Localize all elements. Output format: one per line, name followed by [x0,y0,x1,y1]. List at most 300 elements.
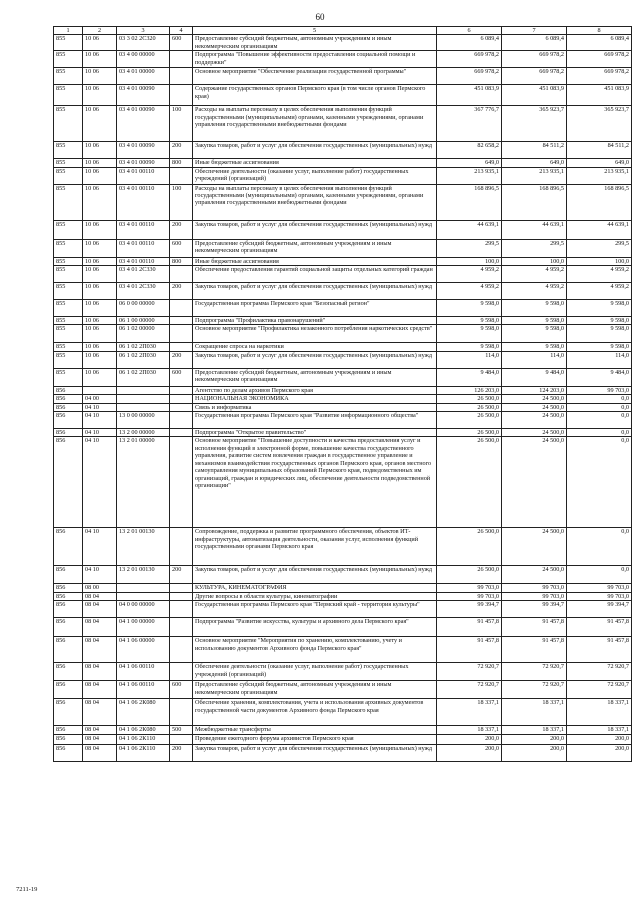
table-row [54,412,632,429]
amount-year2-cell: 9 598,0 [502,317,567,325]
target-code-cell: 03 4 01 00090 [117,142,170,159]
amount-year1-cell: 213 935,1 [437,167,502,184]
item-name-cell: Подпрограмма "Повышение эффективности предоставления социальной помощи и поддержки" [193,51,437,68]
table-row [54,734,632,744]
amount-year1-cell: 26 500,0 [437,412,502,429]
amount-year2-cell: 24 500,0 [502,429,567,437]
table-row [54,584,632,592]
amount-year3-cell: 9 484,0 [567,368,632,386]
expense-type-cell [170,317,193,325]
expense-type-cell: 200 [170,744,193,761]
amount-year1-cell: 44 639,1 [437,220,502,239]
item-name-cell: Государственная программа Пермского края "Пермский край - территория культуры" [193,601,437,618]
amount-year3-cell: 669 978,2 [567,51,632,68]
target-code-cell: 03 4 01 00110 [117,220,170,239]
amount-year2-cell: 44 639,1 [502,220,567,239]
item-name-cell: Иные бюджетные ассигнования [193,159,437,167]
table-row [54,343,632,351]
table-row [54,159,632,167]
amount-year2-cell: 24 500,0 [502,437,567,528]
amount-year3-cell: 0,0 [567,403,632,411]
amount-year2-cell: 99 703,0 [502,592,567,600]
amount-year2-cell: 99 394,7 [502,601,567,618]
admin-code-cell: 856 [54,618,83,637]
expense-type-cell: 600 [170,239,193,257]
table-row [54,437,632,528]
amount-year1-cell: 99 703,0 [437,584,502,592]
section-code-cell: 10 06 [83,351,117,368]
section-code-cell: 04 10 [83,412,117,429]
admin-code-cell: 856 [54,744,83,761]
item-name-cell: Проведение ежегодного форума архивистов Пермского края [193,734,437,744]
target-code-cell: 04 1 06 2К080 [117,726,170,734]
target-code-cell: 03 4 01 00110 [117,167,170,184]
admin-code-cell: 855 [54,283,83,300]
amount-year1-cell: 26 500,0 [437,437,502,528]
target-code-cell: 03 4 01 00090 [117,159,170,167]
table-row [54,51,632,68]
item-name-cell: Обеспечение хранения, комплектования, учета и использования архивных документов государственной части документов Архивного фонда Пермского края [193,699,437,726]
amount-year3-cell: 365 923,7 [567,106,632,142]
section-code-cell: 10 06 [83,159,117,167]
section-code-cell: 08 04 [83,734,117,744]
table-row [54,142,632,159]
amount-year3-cell: 649,0 [567,159,632,167]
target-code-cell: 04 1 06 2К080 [117,699,170,726]
expense-type-cell [170,386,193,394]
section-code-cell: 10 06 [83,106,117,142]
amount-year2-cell: 200,0 [502,744,567,761]
admin-code-cell: 856 [54,663,83,681]
amount-year2-cell: 299,5 [502,239,567,257]
column-header: 6 [437,27,502,35]
table-row [54,618,632,637]
amount-year3-cell: 0,0 [567,395,632,403]
amount-year2-cell: 9 598,0 [502,300,567,317]
expense-type-cell [170,300,193,317]
item-name-cell: КУЛЬТУРА, КИНЕМАТОГРАФИЯ [193,584,437,592]
amount-year3-cell: 18 337,1 [567,699,632,726]
amount-year1-cell: 649,0 [437,159,502,167]
target-code-cell: 06 0 00 00000 [117,300,170,317]
amount-year1-cell: 299,5 [437,239,502,257]
amount-year3-cell: 9 598,0 [567,325,632,343]
section-code-cell: 10 06 [83,184,117,220]
expense-type-cell [170,663,193,681]
target-code-cell: 13 0 00 00000 [117,412,170,429]
section-code-cell: 04 10 [83,437,117,528]
target-code-cell: 13 2 01 00000 [117,437,170,528]
amount-year2-cell: 669 978,2 [502,51,567,68]
item-name-cell: Связь и информатика [193,403,437,411]
item-name-cell: Основное мероприятие "Мероприятия по хранению, комплектованию, учету и использованию документов Архивного фонда Пермского края" [193,637,437,663]
section-code-cell: 10 06 [83,343,117,351]
section-code-cell: 08 00 [83,584,117,592]
amount-year3-cell: 84 511,2 [567,142,632,159]
amount-year2-cell: 168 896,5 [502,184,567,220]
admin-code-cell: 855 [54,343,83,351]
table-row [54,566,632,584]
column-header: 5 [193,27,437,35]
amount-year1-cell: 114,0 [437,351,502,368]
expense-type-cell: 600 [170,368,193,386]
section-code-cell: 08 04 [83,726,117,734]
expense-type-cell: 200 [170,283,193,300]
target-code-cell: 06 1 02 2П030 [117,343,170,351]
amount-year1-cell: 72 920,7 [437,681,502,699]
column-header: 7 [502,27,567,35]
amount-year1-cell: 6 089,4 [437,35,502,51]
amount-year2-cell: 9 598,0 [502,325,567,343]
admin-code-cell: 855 [54,35,83,51]
target-code-cell: 04 1 06 00110 [117,681,170,699]
target-code-cell [117,584,170,592]
item-name-cell: Расходы на выплаты персоналу в целях обеспечения выполнения функций государственными (муниципальными) органами, казенными учреждениями, органами управления государственными внебюджетными фондами [193,106,437,142]
target-code-cell: 06 1 02 2П030 [117,351,170,368]
expense-type-cell [170,403,193,411]
admin-code-cell: 855 [54,317,83,325]
section-code-cell: 04 10 [83,429,117,437]
table-row [54,528,632,566]
amount-year1-cell: 367 776,7 [437,106,502,142]
admin-code-cell: 855 [54,266,83,283]
amount-year1-cell: 9 598,0 [437,300,502,317]
amount-year1-cell: 72 920,7 [437,663,502,681]
item-name-cell: Предоставление субсидий бюджетным, автономным учреждениям и иным некоммерческим организациям [193,35,437,51]
expense-type-cell: 600 [170,35,193,51]
item-name-cell: Подпрограмма "Развитие искусства, культуры и архивного дела Пермского края" [193,618,437,637]
amount-year1-cell: 26 500,0 [437,528,502,566]
amount-year2-cell: 124 203,0 [502,386,567,394]
amount-year2-cell: 4 959,2 [502,283,567,300]
admin-code-cell: 856 [54,601,83,618]
item-name-cell: Закупка товаров, работ и услуг для обеспечения государственных (муниципальных) нужд [193,283,437,300]
amount-year1-cell: 9 598,0 [437,325,502,343]
table-row [54,726,632,734]
amount-year1-cell: 9 598,0 [437,343,502,351]
amount-year3-cell: 9 598,0 [567,300,632,317]
expense-type-cell [170,266,193,283]
target-code-cell [117,403,170,411]
amount-year2-cell: 84 511,2 [502,142,567,159]
admin-code-cell: 856 [54,734,83,744]
amount-year3-cell: 44 639,1 [567,220,632,239]
expense-type-cell [170,528,193,566]
amount-year1-cell: 99 394,7 [437,601,502,618]
admin-code-cell: 856 [54,412,83,429]
target-code-cell: 04 1 06 00000 [117,637,170,663]
amount-year2-cell: 365 923,7 [502,106,567,142]
section-code-cell: 10 06 [83,283,117,300]
section-code-cell: 04 10 [83,566,117,584]
amount-year3-cell: 0,0 [567,412,632,429]
admin-code-cell: 856 [54,592,83,600]
target-code-cell: 04 1 06 00110 [117,663,170,681]
expense-type-cell [170,395,193,403]
expense-type-cell [170,343,193,351]
table-row [54,325,632,343]
amount-year1-cell: 26 500,0 [437,429,502,437]
target-code-cell: 03 4 00 00000 [117,51,170,68]
admin-code-cell: 855 [54,257,83,265]
admin-code-cell: 855 [54,351,83,368]
item-name-cell: Сокращение спроса на наркотики [193,343,437,351]
section-code-cell: 08 04 [83,618,117,637]
amount-year2-cell: 72 920,7 [502,663,567,681]
item-name-cell: Подпрограмма "Профилактика правонарушений" [193,317,437,325]
section-code-cell: 08 04 [83,601,117,618]
amount-year2-cell: 114,0 [502,351,567,368]
amount-year1-cell: 669 978,2 [437,68,502,85]
table-body [54,35,632,761]
amount-year3-cell: 6 089,4 [567,35,632,51]
item-name-cell: Иные бюджетные ассигнования [193,257,437,265]
table-row [54,167,632,184]
admin-code-cell: 856 [54,386,83,394]
amount-year3-cell: 213 935,1 [567,167,632,184]
amount-year3-cell: 72 920,7 [567,681,632,699]
section-code-cell: 04 00 [83,395,117,403]
amount-year3-cell: 168 896,5 [567,184,632,220]
amount-year3-cell: 669 978,2 [567,68,632,85]
amount-year1-cell: 26 500,0 [437,566,502,584]
amount-year1-cell: 100,0 [437,257,502,265]
section-code-cell: 10 06 [83,85,117,106]
target-code-cell: 03 4 01 00000 [117,68,170,85]
section-code-cell: 10 06 [83,167,117,184]
amount-year2-cell: 24 500,0 [502,403,567,411]
admin-code-cell: 856 [54,699,83,726]
target-code-cell [117,386,170,394]
table-row [54,681,632,699]
admin-code-cell: 855 [54,68,83,85]
target-code-cell: 03 4 01 00090 [117,106,170,142]
section-code-cell: 08 04 [83,681,117,699]
table-row [54,68,632,85]
admin-code-cell: 855 [54,325,83,343]
amount-year3-cell: 4 959,2 [567,266,632,283]
target-code-cell: 03 4 01 2С330 [117,283,170,300]
amount-year1-cell: 4 959,2 [437,266,502,283]
table-row [54,663,632,681]
amount-year2-cell: 200,0 [502,734,567,744]
table-row [54,283,632,300]
target-code-cell [117,592,170,600]
amount-year1-cell: 126 203,0 [437,386,502,394]
target-code-cell: 03 4 01 2С330 [117,266,170,283]
admin-code-cell: 856 [54,566,83,584]
target-code-cell: 06 1 02 2П030 [117,368,170,386]
amount-year3-cell: 451 083,9 [567,85,632,106]
target-code-cell: 03 3 02 2С320 [117,35,170,51]
section-code-cell: 04 10 [83,403,117,411]
amount-year3-cell: 91 457,8 [567,637,632,663]
table-row [54,592,632,600]
amount-year3-cell: 4 959,2 [567,283,632,300]
expense-type-cell: 500 [170,726,193,734]
admin-code-cell: 855 [54,220,83,239]
budget-table [53,26,632,762]
admin-code-cell: 856 [54,403,83,411]
admin-code-cell: 856 [54,584,83,592]
amount-year2-cell: 24 500,0 [502,566,567,584]
section-code-cell: 10 06 [83,266,117,283]
expense-type-cell: 600 [170,681,193,699]
section-code-cell: 10 06 [83,368,117,386]
item-name-cell: НАЦИОНАЛЬНАЯ ЭКОНОМИКА [193,395,437,403]
amount-year2-cell: 649,0 [502,159,567,167]
amount-year2-cell: 24 500,0 [502,395,567,403]
target-code-cell: 04 1 06 2К110 [117,734,170,744]
section-code-cell: 10 06 [83,142,117,159]
section-code-cell: 08 04 [83,592,117,600]
section-code-cell: 10 06 [83,220,117,239]
item-name-cell: Обеспечение предоставления гарантий социальной защиты отдельных категорий граждан [193,266,437,283]
section-code-cell: 10 06 [83,51,117,68]
amount-year2-cell: 213 935,1 [502,167,567,184]
amount-year2-cell: 24 500,0 [502,412,567,429]
admin-code-cell: 855 [54,142,83,159]
item-name-cell: Закупка товаров, работ и услуг для обеспечения государственных (муниципальных) нужд [193,744,437,761]
amount-year3-cell: 200,0 [567,734,632,744]
target-code-cell: 04 1 06 2К110 [117,744,170,761]
item-name-cell: Агентство по делам архивов Пермского края [193,386,437,394]
section-code-cell: 10 06 [83,300,117,317]
amount-year1-cell: 9 484,0 [437,368,502,386]
amount-year3-cell: 9 598,0 [567,343,632,351]
amount-year3-cell: 99 703,0 [567,592,632,600]
item-name-cell: Основное мероприятие "Обеспечение реализации государственной программы" [193,68,437,85]
admin-code-cell: 856 [54,528,83,566]
amount-year1-cell: 451 083,9 [437,85,502,106]
item-name-cell: Закупка товаров, работ и услуг для обеспечения государственных (муниципальных) нужд [193,220,437,239]
item-name-cell: Межбюджетные трансферты [193,726,437,734]
expense-type-cell: 800 [170,159,193,167]
admin-code-cell: 856 [54,681,83,699]
amount-year1-cell: 82 658,2 [437,142,502,159]
amount-year3-cell: 9 598,0 [567,317,632,325]
amount-year2-cell: 6 089,4 [502,35,567,51]
item-name-cell: Предоставление субсидий бюджетным, автономным учреждениям и иным некоммерческим организациям [193,368,437,386]
amount-year2-cell: 24 500,0 [502,528,567,566]
amount-year3-cell: 0,0 [567,437,632,528]
admin-code-cell: 855 [54,239,83,257]
expense-type-cell: 200 [170,351,193,368]
expense-type-cell: 200 [170,142,193,159]
admin-code-cell: 855 [54,300,83,317]
amount-year2-cell: 72 920,7 [502,681,567,699]
expense-type-cell [170,51,193,68]
expense-type-cell [170,429,193,437]
amount-year2-cell: 99 703,0 [502,584,567,592]
amount-year3-cell: 0,0 [567,528,632,566]
section-code-cell: 10 06 [83,317,117,325]
table-row [54,637,632,663]
amount-year3-cell: 299,5 [567,239,632,257]
section-code-cell: 04 10 [83,528,117,566]
expense-type-cell [170,167,193,184]
table-row [54,368,632,386]
amount-year1-cell: 26 500,0 [437,403,502,411]
page-number: 60 [315,12,325,22]
admin-code-cell: 855 [54,184,83,220]
table-row [54,744,632,761]
admin-code-cell: 856 [54,637,83,663]
amount-year2-cell: 91 457,8 [502,637,567,663]
item-name-cell: Закупка товаров, работ и услуг для обеспечения государственных (муниципальных) нужд [193,351,437,368]
expense-type-cell [170,601,193,618]
amount-year2-cell: 4 959,2 [502,266,567,283]
expense-type-cell: 800 [170,257,193,265]
table-row [54,601,632,618]
column-header: 2 [83,27,117,35]
admin-code-cell: 856 [54,395,83,403]
amount-year1-cell: 99 703,0 [437,592,502,600]
amount-year3-cell: 114,0 [567,351,632,368]
section-code-cell [83,386,117,394]
target-code-cell: 03 4 01 00110 [117,184,170,220]
amount-year3-cell: 200,0 [567,744,632,761]
section-code-cell: 10 06 [83,35,117,51]
expense-type-cell [170,584,193,592]
target-code-cell: 13 2 01 00130 [117,528,170,566]
table-row [54,220,632,239]
amount-year1-cell: 26 500,0 [437,395,502,403]
table-row [54,257,632,265]
table-row [54,317,632,325]
amount-year2-cell: 669 978,2 [502,68,567,85]
section-code-cell: 10 06 [83,325,117,343]
amount-year2-cell: 9 598,0 [502,343,567,351]
amount-year1-cell: 91 457,8 [437,618,502,637]
amount-year1-cell: 18 337,1 [437,699,502,726]
expense-type-cell: 100 [170,184,193,220]
table-row [54,266,632,283]
item-name-cell: Государственная программа Пермского края "Развитие информационного общества" [193,412,437,429]
table-row [54,184,632,220]
expense-type-cell [170,68,193,85]
table-row [54,403,632,411]
target-code-cell: 04 1 00 00000 [117,618,170,637]
amount-year3-cell: 91 457,8 [567,618,632,637]
admin-code-cell: 856 [54,726,83,734]
target-code-cell: 03 4 01 00090 [117,85,170,106]
admin-code-cell: 855 [54,368,83,386]
target-code-cell: 06 1 00 00000 [117,317,170,325]
amount-year3-cell: 99 703,0 [567,386,632,394]
table-row [54,35,632,51]
target-code-cell [117,395,170,403]
amount-year1-cell: 200,0 [437,734,502,744]
column-header: 3 [117,27,170,35]
section-code-cell: 10 06 [83,257,117,265]
column-header: 4 [170,27,193,35]
item-name-cell: Основное мероприятие "Повышение доступности и качества предоставления услуг и исполнения функций в электронной форме, повышение качества государственного управления, развитие систем вовлечения граждан в государственное управление и механизмов взаимодействия государственных органов Пермского края, органов местного самоуправления муниципальных образований Пермского края, подведомственных им организаций, граждан и юридических лиц, обеспечение деятельности подведомственной организации" [193,437,437,528]
table-row [54,300,632,317]
item-name-cell: Предоставление субсидий бюджетным, автономным учреждениям и иным некоммерческим организациям [193,681,437,699]
table-row [54,106,632,142]
section-code-cell: 08 04 [83,699,117,726]
footer-code: 7211-19 [16,886,38,893]
expense-type-cell: 100 [170,106,193,142]
table-row [54,386,632,394]
admin-code-cell: 855 [54,106,83,142]
amount-year1-cell: 91 457,8 [437,637,502,663]
item-name-cell: Закупка товаров, работ и услуг для обеспечения государственных (муниципальных) нужд [193,142,437,159]
item-name-cell: Обеспечение деятельности (оказание услуг, выполнение работ) государственных учреждений (организаций) [193,167,437,184]
expense-type-cell [170,618,193,637]
section-code-cell: 10 06 [83,68,117,85]
